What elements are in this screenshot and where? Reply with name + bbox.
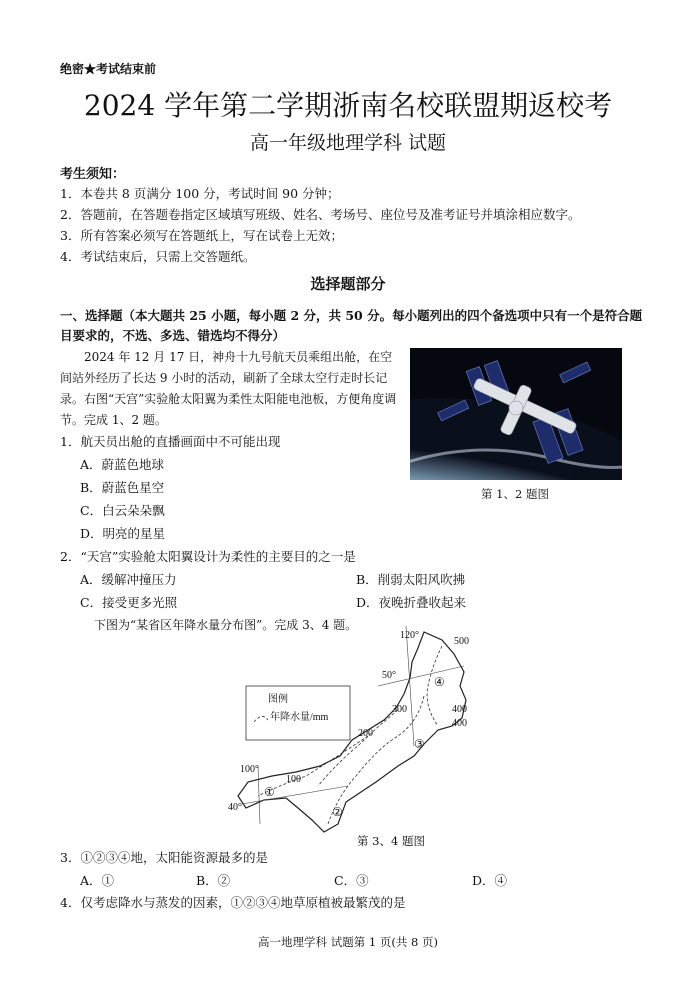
figure-caption: 第 1、2 题图 bbox=[481, 487, 549, 501]
precipitation-map bbox=[228, 626, 488, 838]
isoline-label: 500 bbox=[454, 636, 469, 647]
section-title: 选择题部分 bbox=[310, 275, 386, 293]
q1-option-a: A．蔚蓝色地球 bbox=[80, 457, 165, 472]
q3-option-b: B．② bbox=[196, 873, 231, 888]
legend-title: 图例 bbox=[268, 694, 288, 705]
q2-option-a: A．缓解冲撞压力 bbox=[80, 572, 177, 587]
notice-item: 3．所有答案必须写在答题纸上，写在试卷上无效； bbox=[60, 228, 343, 243]
lon-label: 120° bbox=[400, 630, 419, 641]
q3-option-c: C．③ bbox=[334, 873, 369, 888]
isoline-label: 300 bbox=[392, 704, 407, 715]
q3-option-a: A．① bbox=[80, 873, 115, 888]
isoline-label: 200 bbox=[358, 728, 373, 739]
question-3-stem: 3．①②③④地，太阳能资源最多的是 bbox=[60, 850, 268, 865]
page-footer: 高一地理学科 试题第 1 页(共 8 页) bbox=[258, 935, 438, 949]
question-4-stem: 4．仅考虑降水与蒸发的因素，①②③④地草原植被最繁茂的是 bbox=[60, 895, 406, 910]
space-station-photo bbox=[410, 348, 622, 480]
legend-item: 年降水量/mm bbox=[270, 712, 329, 723]
lat-label: 50° bbox=[382, 670, 396, 681]
exam-subtitle: 高一年级地理学科 试题 bbox=[249, 132, 447, 154]
region-label: ② bbox=[332, 805, 343, 819]
q2-option-c: C．接受更多光照 bbox=[80, 595, 178, 610]
q1-option-c: C．白云朵朵飘 bbox=[80, 503, 165, 518]
notice-item: 4．考试结束后，只需上交答题纸。 bbox=[60, 249, 256, 264]
q2-option-b: B．削弱太阳风吹拂 bbox=[356, 572, 466, 587]
q1-option-d: D．明亮的星星 bbox=[80, 526, 166, 541]
isoline-label: 400 bbox=[452, 718, 467, 729]
notice-item: 1．本卷共 8 页满分 100 分，考试时间 90 分钟； bbox=[60, 186, 340, 201]
question-1-stem: 1．航天员出舱的直播画面中不可能出现 bbox=[60, 434, 281, 449]
region-label: ③ bbox=[414, 737, 425, 751]
material-2: 下图为“某省区年降水量分布图”。完成 3、4 题。 bbox=[94, 618, 358, 632]
material-1: 2024 年 12 月 17 日，神舟十九号航天员乘组出舱，在空间站外经历了长达 9 小时的活动，刷新了全球太空行走时长记录。右图“天宫”实验舱太阳翼为柔性太阳能电池板，方便角度调节。完成 1、2 题。 bbox=[60, 350, 397, 427]
region-label: ① bbox=[264, 785, 275, 799]
q2-option-d: D．夜晚折叠收起来 bbox=[356, 595, 467, 610]
part-header: 一、选择题（本大题共 25 小题，每小题 2 分，共 50 分。每小题列出的四个备选项中只有一个是符合题目要求的，不选、多选、错选均不得分） bbox=[60, 308, 643, 343]
q1-option-b: B．蔚蓝色星空 bbox=[80, 480, 165, 495]
question-2-stem: 2．“天宫”实验舱太阳翼设计为柔性的主要目的之一是 bbox=[60, 549, 356, 564]
notice-heading: 考生须知： bbox=[60, 167, 126, 182]
q3-option-d: D．④ bbox=[472, 873, 508, 888]
exam-title: 2024 学年第二学期浙南名校联盟期返校考 bbox=[83, 89, 613, 122]
isoline-label: 400 bbox=[452, 704, 467, 715]
lon-label: 100° bbox=[240, 764, 259, 775]
confidential-label: 绝密★考试结束前 bbox=[60, 62, 157, 76]
figure-caption: 第 3、4 题图 bbox=[357, 834, 425, 848]
region-label: ④ bbox=[434, 675, 445, 689]
notice-item: 2．答题前，在答题卷指定区域填写班级、姓名、考场号、座位号及准考证号并填涂相应数字。 bbox=[60, 207, 581, 222]
lat-label: 40° bbox=[228, 802, 242, 813]
isoline-label: 100 bbox=[286, 774, 301, 785]
